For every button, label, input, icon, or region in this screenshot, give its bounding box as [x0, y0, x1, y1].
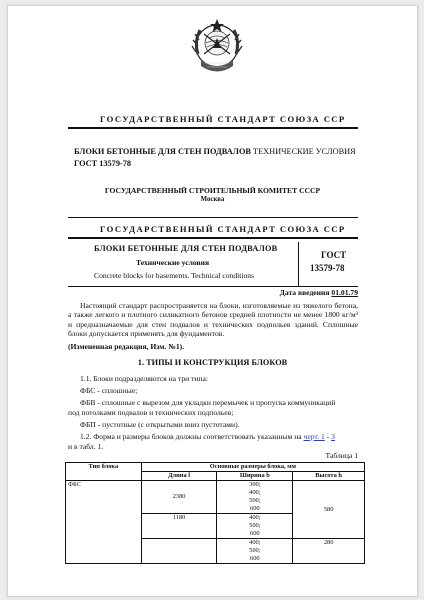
drawing-1-link[interactable]: черт. 1: [303, 432, 325, 441]
date-value: 01.01.79: [331, 288, 358, 297]
titleblock-title: БЛОКИ БЕТОННЫЕ ДЛЯ СТЕН ПОДВАЛОВ: [94, 244, 278, 253]
type-fbv: ФБВ - сплошные с вырезом для укладки перемычек и пропуска коммуникаций: [80, 398, 336, 407]
header-height: Высота h: [293, 472, 365, 481]
gost-code: 13579-78: [310, 263, 345, 273]
table-header-row: [66, 463, 365, 472]
title-rest: ТЕХНИЧЕСКИЕ УСЛОВИЯ: [250, 147, 356, 156]
amendment-note: (Измененная редакция, Изм. №1).: [68, 342, 185, 351]
section-rule-top: [68, 217, 358, 218]
titleblock-rule-bottom: [68, 286, 358, 287]
document-page: [7, 5, 418, 597]
clause-1-2: [80, 432, 335, 441]
document-title: [74, 147, 356, 156]
cell-length-empty: [141, 539, 217, 564]
date-label: Дата введения: [279, 288, 332, 297]
title-bold: БЛОКИ БЕТОННЫЕ ДЛЯ СТЕН ПОДВАЛОВ: [74, 147, 251, 156]
cell-length-1180: 1180: [141, 514, 217, 539]
header-block-type: Тип блока: [66, 463, 142, 481]
titleblock-english: Concrete blocks for basements. Technical conditions: [94, 271, 255, 280]
header-rule: [68, 127, 358, 129]
cell-widths-1180: 400; 500; 600: [217, 514, 293, 539]
ussr-emblem-icon: [188, 16, 246, 80]
link-dash: -: [324, 432, 332, 441]
cell-widths-2380: 300; 400; 500; 600: [217, 481, 293, 514]
table-caption: Таблица 1: [325, 451, 358, 460]
state-standard-heading: ГОСУДАРСТВЕННЫЙ СТАНДАРТ СОЮЗА ССР: [100, 114, 346, 124]
type-fbs: ФБС - сплошные;: [80, 386, 138, 395]
gost-number: ГОСТ 13579-78: [74, 159, 132, 168]
titleblock-divider: [298, 242, 299, 286]
city-name: Москва: [200, 196, 225, 203]
state-standard-heading-2: ГОСУДАРСТВЕННЫЙ СТАНДАРТ СОЮЗА ССР: [100, 224, 346, 234]
cell-height-280: 280: [293, 539, 365, 564]
cell-widths-280: 400; 500; 600: [217, 539, 293, 564]
table-row: [66, 481, 365, 514]
titleblock-subtitle: Технические условия: [136, 258, 210, 267]
clause-1-2-cont: и в табл. 1.: [68, 442, 104, 451]
gost-label: ГОСТ: [321, 250, 347, 260]
committee-name: ГОСУДАРСТВЕННЫЙ СТРОИТЕЛЬНЫЙ КОМИТЕТ СССР: [104, 186, 321, 195]
block-dimensions-table: [65, 462, 365, 564]
clause-1-2-text: 1.2. Форма и размеры блоков должны соответствовать указанным на: [80, 432, 304, 441]
section-heading: 1. ТИПЫ И КОНСТРУКЦИЯ БЛОКОВ: [137, 358, 288, 367]
header-dimensions: Основные размеры блока, мм: [141, 463, 364, 472]
header-width: Ширина b: [217, 472, 293, 481]
cell-block-type: ФБС: [66, 481, 142, 564]
type-fbp: ФБП - пустотные (с открытыми вниз пустотами).: [80, 420, 240, 429]
clause-1-1: 1.1. Блоки подразделяются на три типа:: [80, 374, 209, 383]
cell-length-2380: 2380: [141, 481, 217, 514]
introduction-date: [8, 288, 358, 297]
cell-height-580: 580: [293, 481, 365, 539]
header-length: Длина l: [141, 472, 217, 481]
drawing-3-link[interactable]: 3: [331, 432, 335, 441]
titleblock-rule: [68, 237, 358, 239]
type-fbv-cont: под потолками подвалов и технических подпольев;: [68, 408, 234, 417]
scope-paragraph: Настоящий стандарт распространяется на блоки, изготовляемые из тяжелого бетона, а также легкого и плотного силикатного бетонов средней плотности не менее 1800 кг/м³ и предназначаемые для стен подвалов и технических подпольев зданий. Сплошные блоки допускается применять для фундаментов.: [68, 301, 358, 339]
